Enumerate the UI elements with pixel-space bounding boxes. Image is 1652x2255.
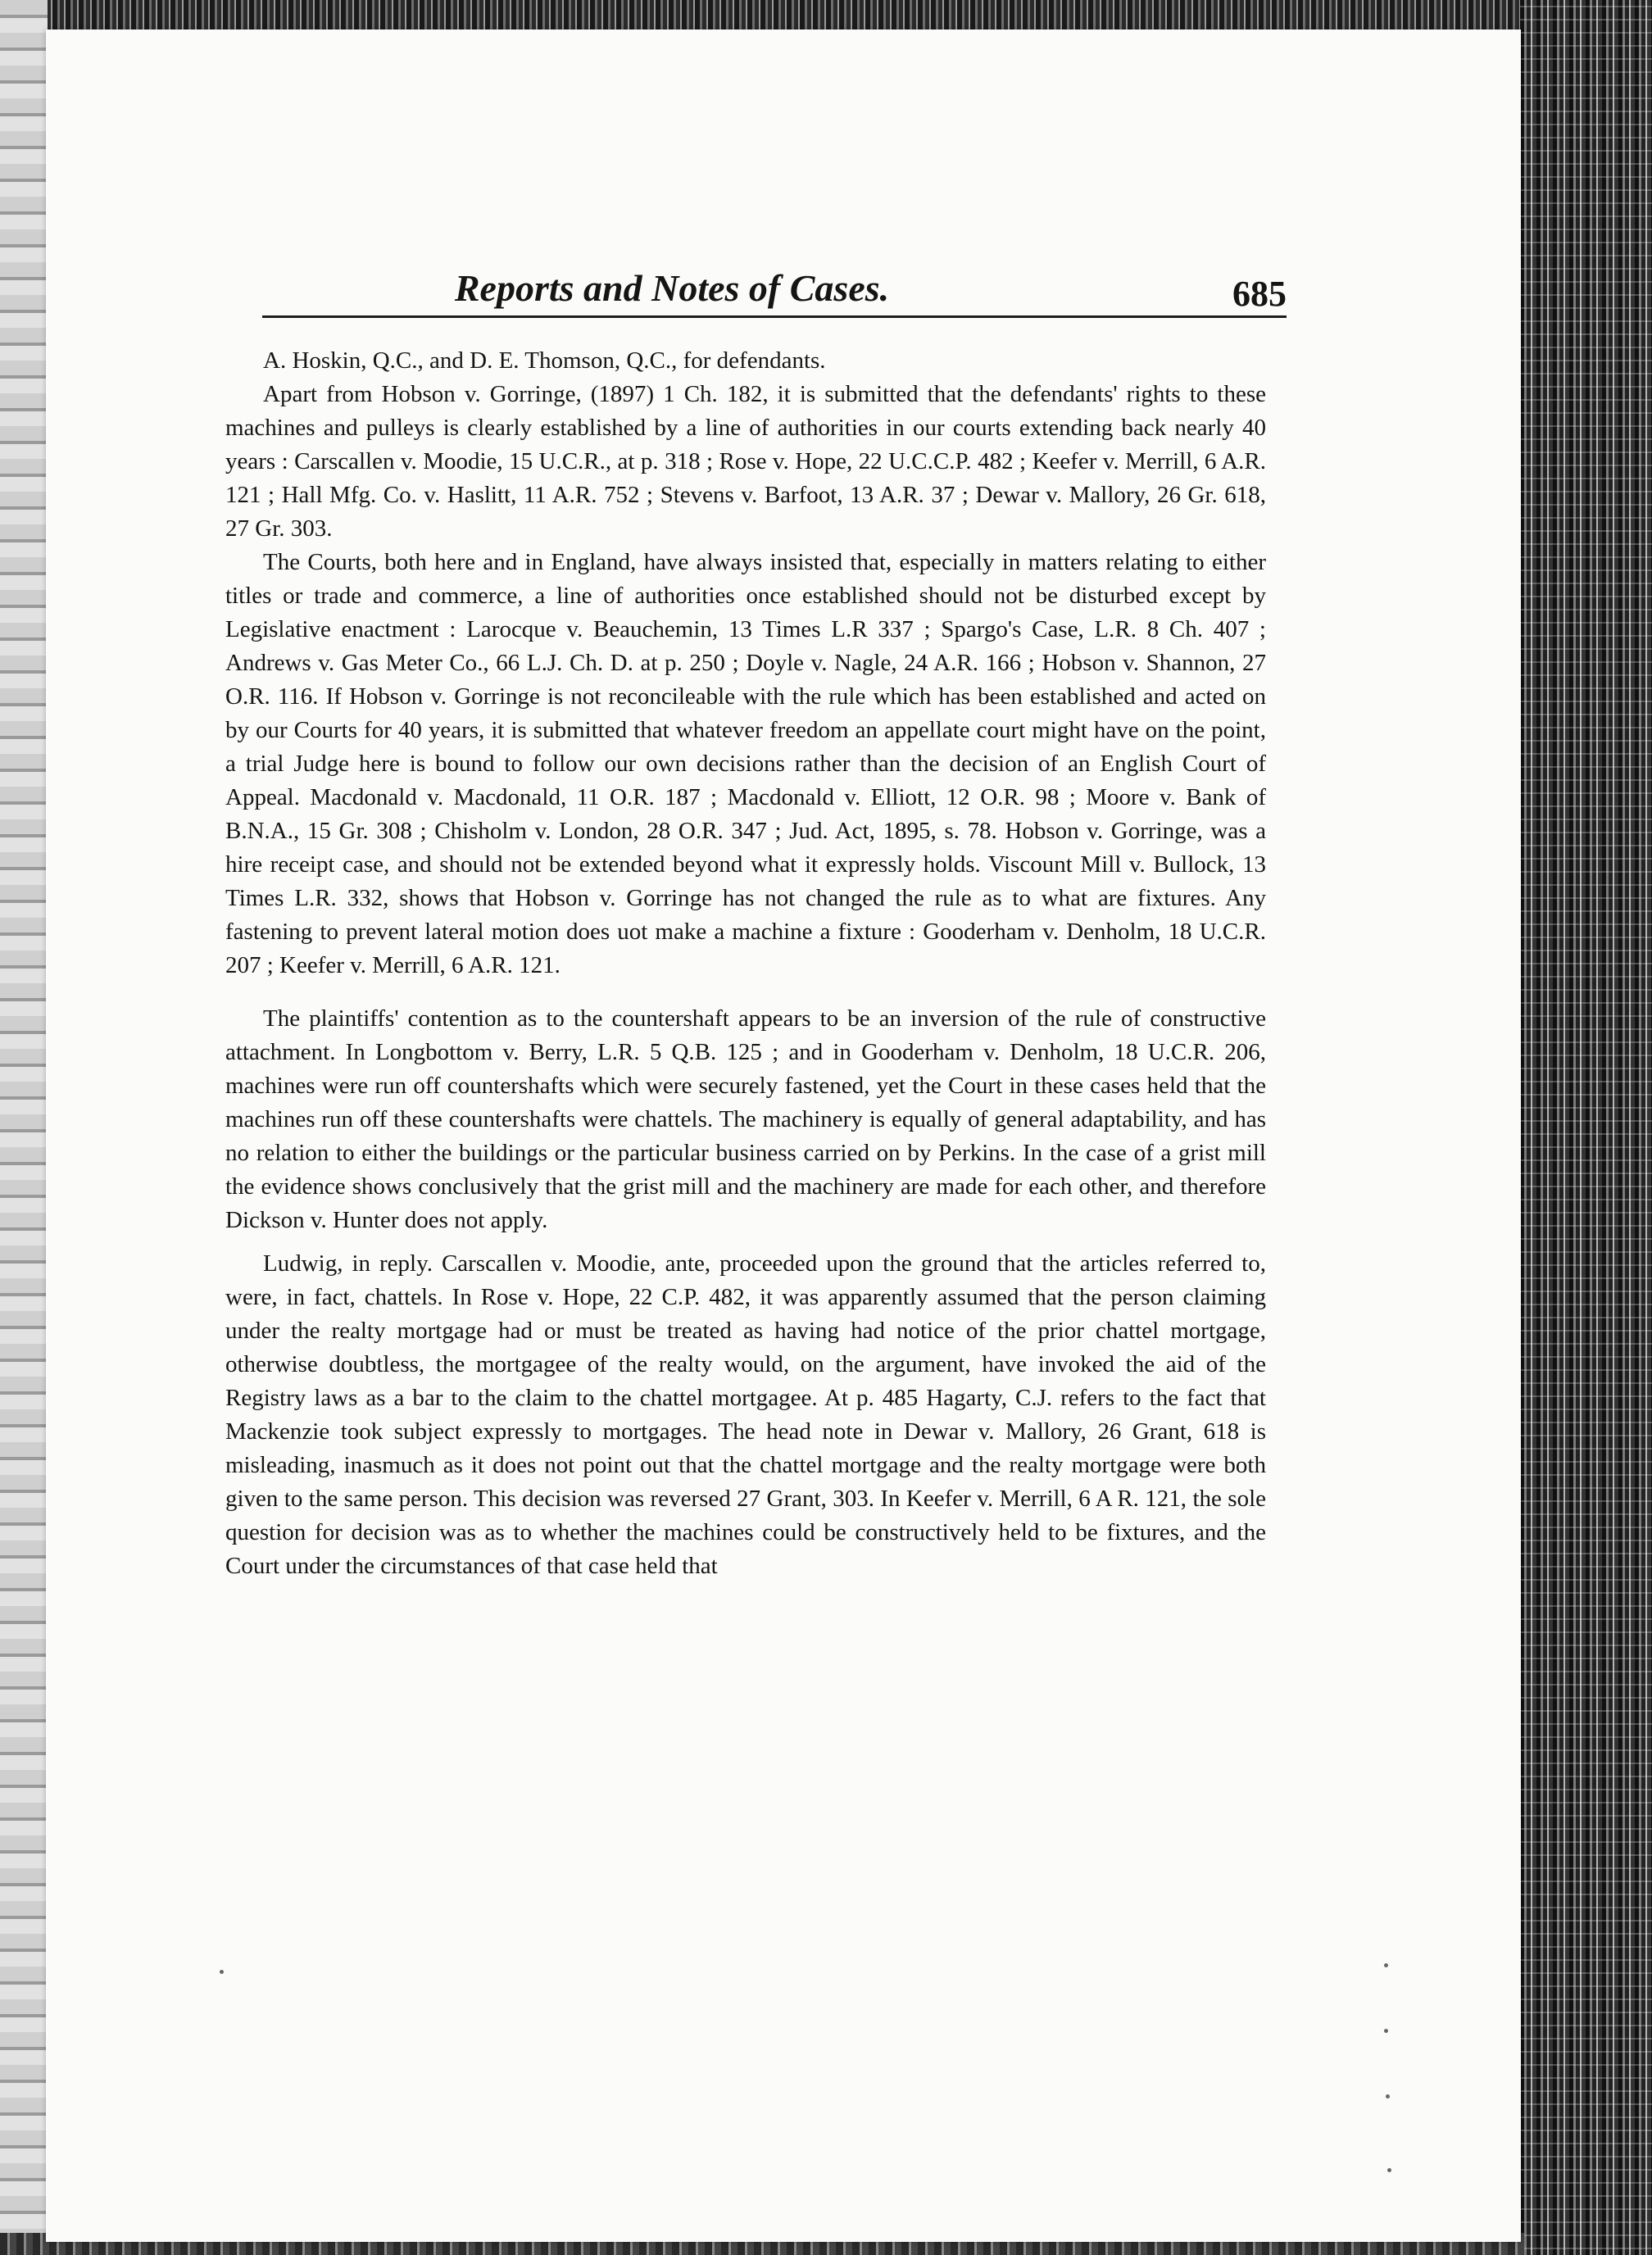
body-paragraph: Apart from Hobson v. Gorringe, (1897) 1 Ch. 182, it is submitted that the defendants' rights to these machines and pulleys is clearly established by a line of authorities in our courts extending back nearly 40 years : Carscallen v. Moodie, 15 U.C.R., at p. 318 ; Rose v. Hope, 22 U.C.C.P. 482 ; Keefer v. Merrill, 6 A.R. 121 ; Hall Mfg. Co. v. Haslitt, 11 A.R. 752 ; Stevens v. Barfoot, 13 A.R. 37 ; Dewar v. Mallory, 26 Gr. 618, 27 Gr. 303. xyxy=(225,381,1266,542)
counsel-paragraph: A. ⁠Hoskin, Q.C., and D. E. Thomson, Q.C., for defendants. xyxy=(263,347,826,374)
speck xyxy=(1384,1963,1388,1967)
book-spine-shadow xyxy=(1520,0,1652,2255)
running-title: Reports and Notes of Cases. xyxy=(454,267,890,309)
page-number: 685 xyxy=(1232,274,1287,314)
speck xyxy=(1384,2029,1388,2033)
case-report-body xyxy=(225,344,1266,1583)
scan-left-border xyxy=(0,0,48,2255)
body-paragraph: Ludwig, in reply. Carscallen v. Moodie, ante, proceeded upon the ground that the articles referred to, were, in fact, chattels. In Rose v. Hope, 22 C.P. 482, it was apparently assumed that the person claiming under the realty mortgage had or must be treated as having had notice of the prior chattel mortgage, otherwise doubtless, the mortgagee of the realty would, on the argument, have invoked the aid of the Registry laws as a bar to the claim to the chattel mortgagee. At p. 485 Hagarty, C.J. refers to the fact that Mackenzie took subject expressly to mortgages. The head note in Dewar v. Mallory, 26 Grant, 618 is misleading, inasmuch as it does not point out that the chattel mortgage and the realty mortgage were both given to the same person. This decision was reversed 27 Grant, 303. In Keefer v. Merrill, 6 A R. 121, the sole question for decision was as to whether the machines could be constructively held to be fixtures, and the Court under the circumstances of that case held that xyxy=(225,1250,1266,1579)
speck xyxy=(1386,2094,1390,2098)
running-header xyxy=(262,266,1287,340)
header-rule xyxy=(262,315,1287,318)
speck xyxy=(220,1970,224,1974)
body-paragraph: The Courts, both here and in England, have always insisted that, especially in matters relating to either titles or trade and commerce, a line of authorities once established should not be disturbed except by Legislative enactment : Larocque v. Beauchemin, 13 Times L.R 337 ; Spargo's Case, L.R. 8 Ch. 407 ; Andrews v. Gas Meter Co., 66 L.J. Ch. D. at p. 250 ; Doyle v. Nagle, 24 A.R. 166 ; Hobson v. Shannon, 27 O.R. 116. If Hobson v. Gorringe is not reconcileable with the rule which has been established and acted on by our Courts for 40 years, it is submitted that whatever freedom an appellate court might have on the point, a trial Judge here is bound to follow our own decisions rather than the decision of an English Court of Appeal. Macdonald v. Macdonald, 11 O.R. 187 ; Macdonald v. Elliott, 12 O.R. 98 ; Moore v. Bank of B.N.A., 15 Gr. 308 ; Chisholm v. London, 28 O.R. 347 ; Jud. Act, 1895, s. 78. Hobson v. Gorringe, was a hire receipt case, and should not be extended beyond what it expressly holds. Viscount Mill v. Bullock, 13 Times L.R. 332, shows that Hobson v. Gorringe has not changed the rule as to what are fixtures. Any fastening to prevent lateral motion does uot make a machine a fixture : Gooderham v. Denholm, 18 U.C.R. 207 ; Keefer v. Merrill, 6 A.R. 121. xyxy=(225,549,1266,978)
scan-top-border xyxy=(0,0,1652,31)
speck xyxy=(1387,2168,1391,2172)
body-paragraph: The plaintiffs' contention as to the countershaft appears to be an inversion of the rule of constructive attachment. In Longbottom v. Berry, L.R. 5 Q.B. 125 ; and in Gooderham v. Denholm, 18 U.C.R. 206, machines were run off countershafts which were securely fastened, yet the Court in these cases held that the machines run off these countershafts were chattels. The machinery is equally of general adaptability, and has no relation to either the buildings or the particular business carried on by Perkins. In the case of a grist mill the evidence shows conclusively that the grist mill and the machinery are made for each other, and therefore Dickson v. Hunter does not apply. xyxy=(225,1005,1266,1233)
